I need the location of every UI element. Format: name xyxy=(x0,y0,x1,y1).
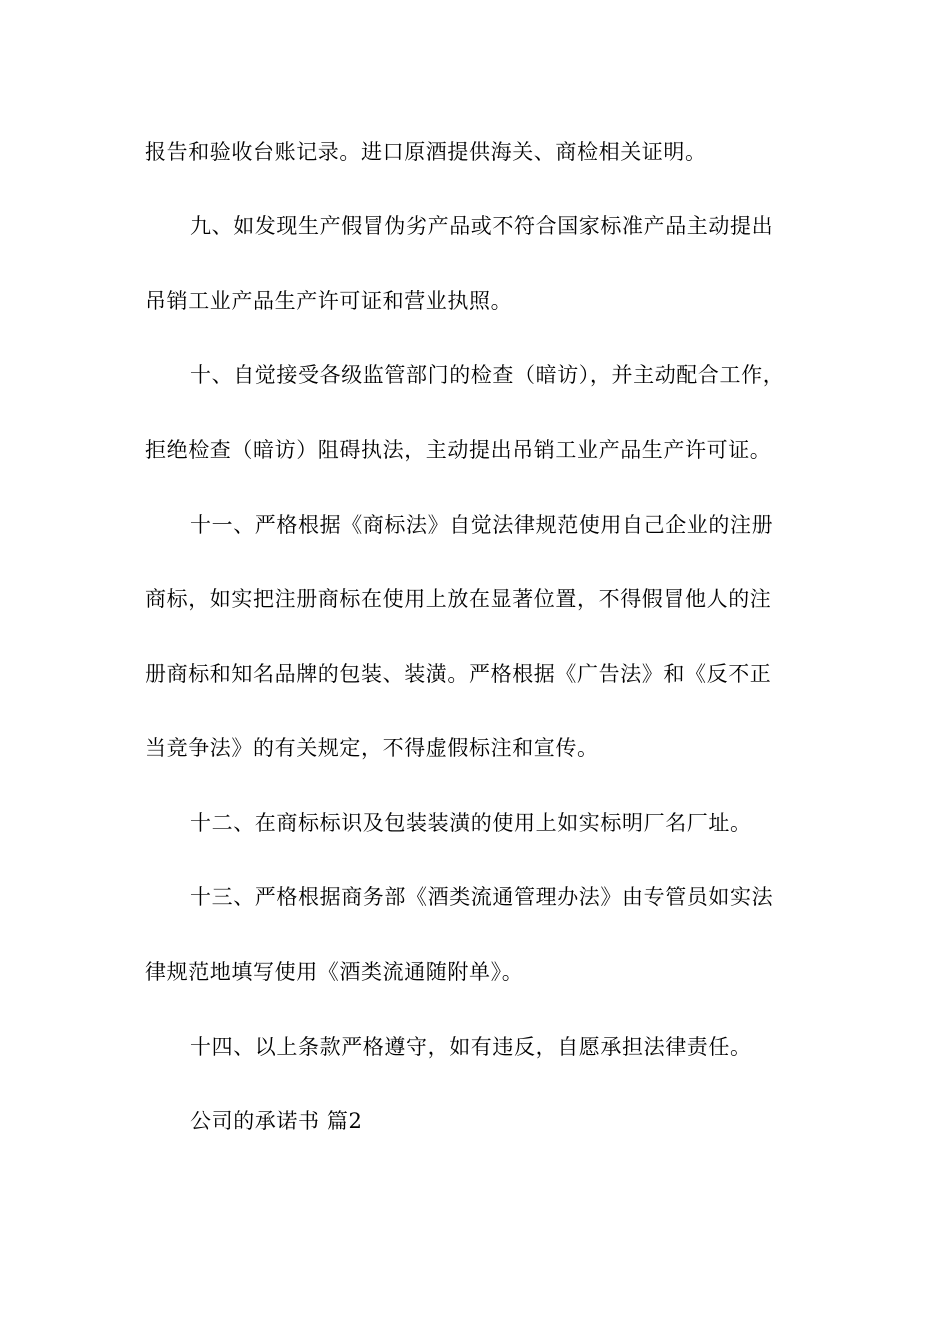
paragraph-line: 当竞争法》的有关规定，不得虚假标注和宣传。 xyxy=(145,736,599,760)
paragraph-line: 十一、严格根据《商标法》自觉法律规范使用自己企业的注册 xyxy=(190,513,774,537)
paragraph-line: 册商标和知名品牌的包装、装潢。严格根据《广告法》和《反不正 xyxy=(145,662,772,686)
paragraph-line: 九、如发现生产假冒伪劣产品或不符合国家标准产品主动提出 xyxy=(190,214,774,238)
paragraph-line: 十、自觉接受各级监管部门的检查（暗访），并主动配合工作， xyxy=(190,363,785,387)
section-heading: 公司的承诺书 篇2 xyxy=(190,1109,363,1133)
paragraph-line: 十三、严格根据商务部《酒类流通管理办法》由专管员如实法 xyxy=(190,885,774,909)
paragraph-line: 十二、在商标标识及包装装潢的使用上如实标明厂名厂址。 xyxy=(190,811,752,835)
paragraph-line: 律规范地填写使用《酒类流通随附单》。 xyxy=(145,960,524,984)
paragraph-line: 拒绝检查（暗访）阻碍执法，主动提出吊销工业产品生产许可证。 xyxy=(145,438,772,462)
paragraph-line: 十四、以上条款严格遵守，如有违反，自愿承担法律责任。 xyxy=(190,1035,752,1059)
paragraph-line: 商标，如实把注册商标在使用上放在显著位置，不得假冒他人的注 xyxy=(145,587,772,611)
paragraph-line: 吊销工业产品生产许可证和营业执照。 xyxy=(145,289,513,313)
paragraph-line: 报告和验收台账记录。进口原酒提供海关、商检相关证明。 xyxy=(145,140,707,164)
